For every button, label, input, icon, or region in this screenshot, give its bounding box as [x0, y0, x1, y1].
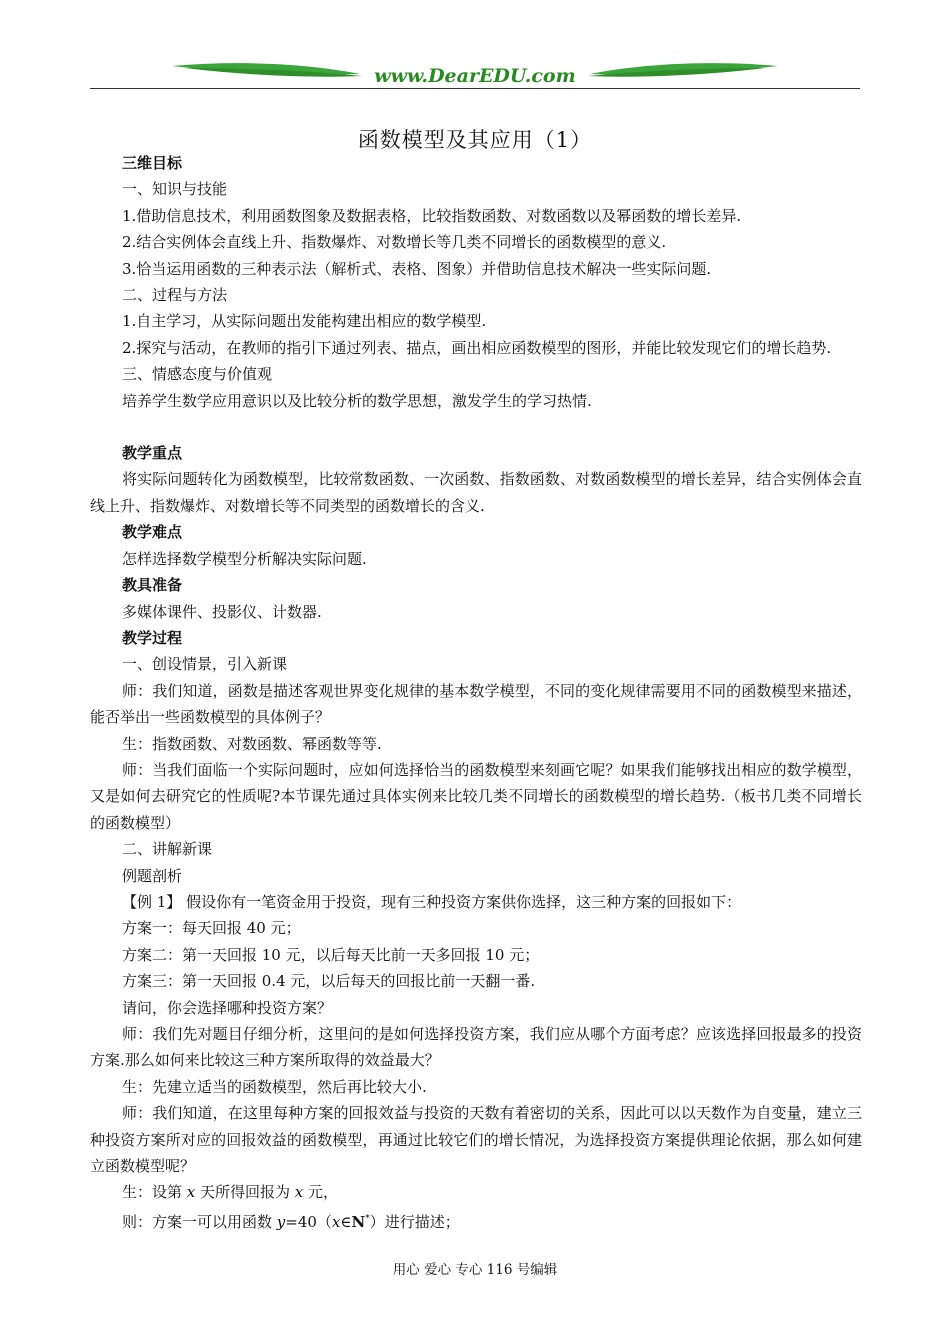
process-heading: 教学过程: [122, 628, 183, 647]
objectives-item: 培养学生数学应用意识以及比较分析的数学思想，激发学生的学习热情.: [122, 391, 592, 410]
dialogue-line: 师：我们知道，在这里每种方案的回报效益与投资的天数有着密切的关系，因此可以以天数作为自变量，建立三种投资方案所对应的回报效益的函数模型，再通过比较它们的增长情况，为选择投资方案提供理论依据，那么如何建立函数模型呢？: [90, 1104, 862, 1176]
document-body: [90, 150, 862, 1235]
dialogue-line: 师：我们知道，函数是描述客观世界变化规律的基本数学模型，不同的变化规律需要用不同的函数模型来描述，能否举出一些函数模型的具体例子？: [90, 681, 862, 727]
question: 请问，你会选择哪种投资方案？: [122, 998, 333, 1017]
key-points-heading: 教学重点: [122, 444, 183, 463]
dialogue-line: 师：当我们面临一个实际问题时，应如何选择恰当的函数模型来刻画它呢？如果我们能够找出相应的数学模型，又是如何去研究它的性质呢?本节课先通过具体实例来比较几类不同增长的函数模型的增长趋势.（板书几类不同增长的函数模型）: [90, 760, 862, 832]
example-1: 【例 1】 假设你有一笔资金用于投资，现有三种投资方案供你选择，这三种方案的回报如下：: [122, 892, 742, 911]
plan-3: 方案三：第一天回报 0.4 元，以后每天的回报比前一天翻一番.: [122, 972, 536, 991]
objectives-item: 2.结合实例体会直线上升、指数爆炸、对数增长等几类不同增长的函数模型的意义.: [122, 233, 667, 252]
dialogue-line: 师：我们先对题目仔细分析，这里问的是如何选择投资方案，我们应从哪个方面考虑？应该选择回报最多的投资方案.那么如何来比较这三种方案所取得的效益最大？: [90, 1025, 862, 1070]
objectives-item: 2.探究与活动，在教师的指引下通过列表、描点，画出相应函数模型的图形，并能比较发现它们的增长趋势.: [122, 338, 832, 357]
difficulty-heading: 教学难点: [122, 523, 183, 542]
objectives-section-2: 二、过程与方法: [122, 286, 228, 305]
tools-heading: 教具准备: [122, 576, 183, 595]
dialogue-line: 生：先建立适当的函数模型，然后再比较大小.: [122, 1077, 427, 1096]
objectives-section-1: 一、知识与技能: [122, 180, 228, 199]
tools-text: 多媒体课件、投影仪、计数器.: [122, 602, 322, 621]
objectives-item: 1.借助信息技术，利用函数图象及数据表格，比较指数函数、对数函数以及幂函数的增长差异.: [122, 206, 742, 225]
plan-1: 方案一：每天回报 40 元；: [122, 919, 301, 938]
objectives-section-3: 三、情感态度与价值观: [122, 365, 273, 384]
logo-text: www.DearEDU.com: [374, 65, 576, 87]
key-points-text: 将实际问题转化为函数模型，比较常数函数、一次函数、指数函数、对数函数模型的增长差异，结合实例体会直线上升、指数爆炸、对数增长等不同类型的函数增长的含义.: [90, 470, 862, 515]
difficulty-text: 怎样选择数学模型分析解决实际问题.: [122, 549, 367, 568]
process-section-2: 二、讲解新课: [122, 840, 213, 859]
process-subsection: 例题剖析: [122, 866, 183, 885]
objectives-item: 1.自主学习，从实际问题出发能构建出相应的数学模型.: [122, 312, 487, 331]
page-footer: 用心 爱心 专心 116 号编辑: [392, 1262, 558, 1278]
page-title: 函数模型及其应用（1）: [357, 128, 593, 152]
objectives-heading: 三维目标: [122, 154, 183, 172]
dialogue-line: 生：指数函数、对数函数、幂函数等等.: [122, 734, 382, 753]
leaf-banner-graphic: [90, 58, 860, 90]
plan-2: 方案二：第一天回报 10 元，以后每天比前一天多回报 10 元；: [122, 945, 540, 964]
header-rule: [90, 88, 860, 89]
dialogue-line: 则：方案一可以用函数 y=40（x∈N*）进行描述；: [122, 1212, 460, 1231]
objectives-item: 3.恰当运用函数的三种表示法（解析式、表格、图象）并借助信息技术解决一些实际问题.: [122, 259, 712, 278]
site-header-logo: [90, 58, 860, 90]
dialogue-line: 生：设第 x 天所得回报为 x 元，: [122, 1183, 339, 1202]
process-section-1: 一、创设情景，引入新课: [122, 655, 288, 674]
